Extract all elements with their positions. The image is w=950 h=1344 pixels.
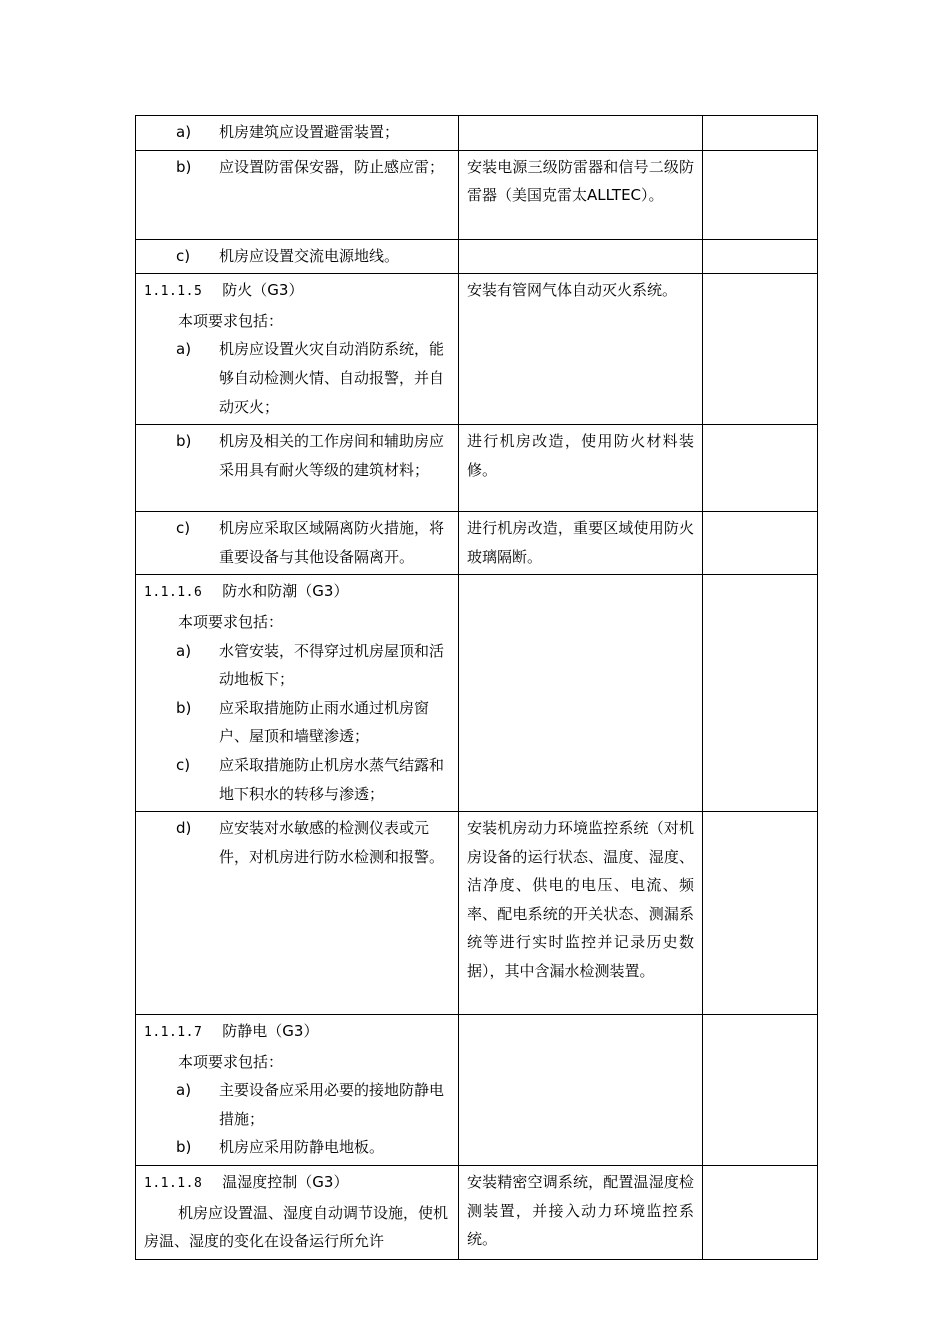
- section-heading: [144, 1017, 450, 1048]
- section-heading: [144, 1168, 450, 1199]
- remark-cell: [703, 274, 818, 425]
- list-item: [144, 118, 450, 147]
- remark-cell: [703, 116, 818, 151]
- section-intro: 本项要求包括：: [178, 1052, 284, 1071]
- table-row: [136, 239, 818, 274]
- item-marker: c): [176, 755, 191, 774]
- item-marker: d): [176, 819, 192, 838]
- section-intro: 本项要求包括：: [178, 311, 284, 330]
- section-title: 防水和防潮（G3）: [222, 582, 349, 601]
- item-marker: b): [176, 1138, 192, 1157]
- list-item: [144, 242, 450, 271]
- section-paragraph: 机房应设置温、湿度自动调节设施，使机房温、湿度的变化在设备运行所允许: [144, 1203, 449, 1251]
- measure-cell: [459, 575, 703, 812]
- remark-cell: [703, 150, 818, 239]
- item-marker: a): [176, 340, 192, 359]
- requirement-cell: [136, 425, 459, 512]
- item-text: 机房应设置交流电源地线。: [219, 246, 400, 265]
- table-row: [136, 150, 818, 239]
- section-number: 1.1.1.7: [144, 1025, 203, 1041]
- measure-cell: [459, 116, 703, 151]
- item-marker: a): [176, 1081, 192, 1100]
- section-heading: [144, 577, 450, 608]
- measure-cell: 安装有管网气体自动灭火系统。: [459, 274, 703, 425]
- table-row: [136, 1015, 818, 1166]
- item-text: 水管安装，不得穿过机房屋顶和活动地板下；: [219, 641, 445, 689]
- item-marker: b): [176, 698, 192, 717]
- list-item: [144, 335, 450, 421]
- list-item: [144, 694, 450, 751]
- section-number: 1.1.1.8: [144, 1176, 203, 1192]
- table-row: [136, 274, 818, 425]
- measure-cell: 安装机房动力环境监控系统（对机房设备的运行状态、温度、湿度、洁净度、供电的电压、电流、频率、配电系统的开关状态、测漏系统等进行实时监控并记录历史数据），其中含漏水检测装置。: [459, 812, 703, 1015]
- item-text: 应采取措施防止机房水蒸气结露和地下积水的转移与渗透；: [219, 755, 445, 803]
- remark-cell: [703, 812, 818, 1015]
- item-marker: a): [176, 123, 192, 141]
- measure-cell: 进行机房改造，使用防火材料装修。: [459, 425, 703, 512]
- item-text: 应采取措施防止雨水通过机房窗户、屋顶和墙壁渗透；: [219, 698, 430, 746]
- item-text: 机房应设置火灾自动消防系统，能够自动检测火情、自动报警，并自动灭火；: [219, 340, 445, 416]
- section-heading: [144, 276, 450, 307]
- section-title: 温湿度控制（G3）: [222, 1173, 349, 1192]
- item-marker: a): [176, 641, 192, 660]
- measure-cell: 安装电源三级防雷器和信号二级防雷器（美国克雷太ALLTEC）。: [459, 150, 703, 239]
- section-number: 1.1.1.6: [144, 585, 203, 601]
- remark-cell: [703, 512, 818, 575]
- section-title: 防火（G3）: [222, 281, 304, 300]
- requirement-cell: [136, 116, 459, 151]
- measure-cell: 安装精密空调系统，配置温湿度检测装置，并接入动力环境监控系统。: [459, 1166, 703, 1260]
- remark-cell: [703, 425, 818, 512]
- requirement-cell: [136, 239, 459, 274]
- item-text: 机房应采用防静电地板。: [219, 1138, 385, 1157]
- requirement-cell: [136, 1015, 459, 1166]
- section-intro: 本项要求包括：: [178, 612, 284, 631]
- section-number: 1.1.1.5: [144, 284, 203, 300]
- requirement-cell: [136, 1166, 459, 1260]
- item-text: 应设置防雷保安器，防止感应雷；: [219, 157, 445, 176]
- measure-cell: 进行机房改造，重要区域使用防火玻璃隔断。: [459, 512, 703, 575]
- requirements-table: [135, 115, 818, 1260]
- table-row: [136, 512, 818, 575]
- table-row: [136, 812, 818, 1015]
- measure-cell: [459, 239, 703, 274]
- list-item: [144, 514, 450, 571]
- table-row: [136, 575, 818, 812]
- list-item: [144, 637, 450, 694]
- list-item: [144, 814, 450, 871]
- list-item: [144, 1133, 450, 1162]
- requirement-cell: [136, 575, 459, 812]
- requirement-cell: [136, 512, 459, 575]
- remark-cell: [703, 239, 818, 274]
- table-row: [136, 116, 818, 151]
- requirement-cell: [136, 274, 459, 425]
- remark-cell: [703, 1015, 818, 1166]
- item-text: 应安装对水敏感的检测仪表或元件，对机房进行防水检测和报警。: [219, 819, 445, 866]
- item-text: 机房建筑应设置避雷装置；: [219, 123, 400, 141]
- item-text: 主要设备应采用必要的接地防静电措施；: [219, 1081, 445, 1128]
- list-item: [144, 153, 450, 182]
- item-marker: c): [176, 519, 191, 538]
- requirement-cell: [136, 150, 459, 239]
- measure-cell: [459, 1015, 703, 1166]
- remark-cell: [703, 575, 818, 812]
- table-row: [136, 1166, 818, 1260]
- item-text: 机房应采取区域隔离防火措施，将重要设备与其他设备隔离开。: [219, 519, 445, 566]
- table-row: [136, 425, 818, 512]
- list-item: [144, 1076, 450, 1133]
- item-marker: c): [176, 246, 191, 265]
- list-item: [144, 751, 450, 808]
- list-item: [144, 427, 450, 484]
- requirement-cell: [136, 812, 459, 1015]
- item-text: 机房及相关的工作房间和辅助房应采用具有耐火等级的建筑材料；: [219, 432, 445, 479]
- item-marker: b): [176, 432, 192, 451]
- remark-cell: [703, 1166, 818, 1260]
- item-marker: b): [176, 157, 192, 176]
- section-title: 防静电（G3）: [222, 1022, 319, 1041]
